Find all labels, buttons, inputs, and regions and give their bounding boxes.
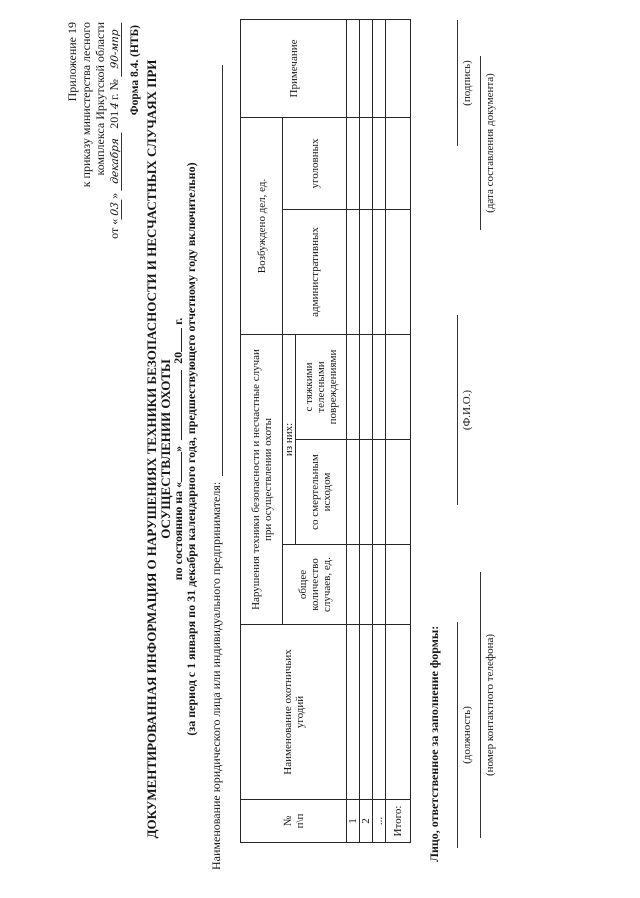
- table-cell: [386, 335, 411, 440]
- table-row: [373, 19, 386, 842]
- table-cell: [386, 19, 411, 117]
- col-header-criminal: [283, 117, 347, 209]
- order-year-prefix: 201: [107, 110, 121, 129]
- form-number: Форма 8.4. (НТБ): [129, 25, 141, 116]
- signature-line: [457, 20, 458, 146]
- table-cell: [360, 625, 373, 800]
- phone-caption: (номер контактного телефона): [484, 633, 496, 777]
- position-line: [457, 622, 458, 848]
- group-header-violations-line: Нарушения техники безопасности и несчастные случаи: [249, 349, 262, 610]
- table-row: [360, 19, 373, 842]
- row-label-cell: [373, 800, 386, 843]
- entity-name-blank: [210, 65, 223, 476]
- table-cell: [386, 625, 411, 800]
- table-cell: [373, 440, 386, 545]
- incidents-table: [240, 19, 411, 843]
- table-cell: [360, 117, 373, 209]
- col-header-fatal-line: исходом: [321, 472, 333, 512]
- position-caption: (должность): [461, 706, 473, 764]
- col-header-number-line: п\п: [293, 813, 306, 829]
- phone-field: [480, 572, 496, 838]
- total-label-cell: [386, 800, 411, 843]
- table-cell: [373, 210, 386, 335]
- order-year-digit-handwritten: 4: [109, 101, 121, 110]
- table-cell: [347, 210, 360, 335]
- table-cell: [360, 19, 373, 117]
- as-of-year-prefix: 20: [171, 351, 185, 364]
- signature-field: [457, 20, 473, 146]
- entity-name-label: Наименование юридического лица или индивидуального предпринимателя:: [209, 481, 223, 870]
- table-cell: [386, 545, 411, 625]
- signature-caption: (подпись): [461, 60, 473, 106]
- blank-day: [171, 452, 182, 482]
- responsible-person-label: Лицо, ответственное за заполнение формы:: [427, 625, 441, 862]
- as-of-prefix: по состоянию на «: [171, 481, 185, 581]
- table-row: [347, 19, 360, 842]
- table-header-row: [241, 19, 283, 842]
- as-of-suffix: г.: [171, 317, 185, 325]
- reporting-period: (за период с 1 января по 31 декабря календарного года, предшествующего отчетному году включительно): [184, 162, 198, 736]
- full-name-field: [457, 315, 473, 505]
- table-cell: [347, 625, 360, 800]
- row-label-cell: [360, 800, 373, 843]
- table-cell: [347, 335, 360, 440]
- as-of-quote: »: [171, 445, 185, 452]
- table-cell: [360, 210, 373, 335]
- table-cell: [347, 117, 360, 209]
- total-label: Итого:: [392, 805, 404, 837]
- order-month-handwritten: декабря: [109, 131, 122, 190]
- order-number-handwritten: 90-мпр: [109, 21, 122, 76]
- table-cell: [373, 625, 386, 800]
- table-cell: [386, 210, 411, 335]
- col-header-criminal-text: уголовных: [308, 138, 321, 189]
- table-cell: [373, 545, 386, 625]
- order-line-1: к приказу министерства лесного: [79, 22, 93, 188]
- full-name-line: [457, 315, 458, 505]
- table-cell: [373, 117, 386, 209]
- blank-year: [171, 328, 182, 352]
- col-header-number-line: №: [281, 815, 294, 827]
- col-header-administrative-text: административных: [308, 227, 321, 317]
- table-total-row: [386, 19, 411, 842]
- subgroup-header-of-which-text: из них:: [283, 422, 295, 457]
- phone-line: [480, 572, 481, 838]
- row-label-cell: [347, 800, 360, 843]
- document-date-caption: (дата составления документа): [484, 73, 496, 213]
- group-header-violations-line: при осуществлении охоты: [261, 417, 274, 542]
- table-cell: [360, 440, 373, 545]
- col-header-total-cases-line: количество: [308, 558, 321, 611]
- as-of-date-line: [171, 0, 185, 898]
- appendix-label: Приложение 19: [65, 22, 79, 102]
- col-header-fatal-line: со смертельным: [309, 454, 321, 530]
- group-header-cases-initiated-text: Возбуждено дел, ед.: [255, 178, 268, 274]
- order-day-handwritten: 03: [109, 198, 122, 219]
- subgroup-header-of-which: [283, 335, 296, 545]
- col-header-fatal: [296, 440, 347, 545]
- document-title-line-2: ОСУЩЕСТВЛЕНИИ ОХОТЫ: [158, 359, 173, 539]
- col-header-total-cases-line: общее: [296, 569, 309, 600]
- order-date-quote: »: [107, 192, 121, 199]
- table-cell: [373, 19, 386, 117]
- col-header-total-cases: [283, 545, 347, 625]
- position-field: [457, 622, 473, 848]
- col-header-hunting-grounds-line: угодий: [293, 695, 306, 729]
- table-cell: [386, 117, 411, 209]
- full-name-caption: (Ф.И.О.): [461, 389, 473, 431]
- blank-month: [171, 370, 182, 440]
- col-header-hunting-grounds: [241, 625, 347, 800]
- group-header-cases-initiated: [241, 117, 283, 334]
- table-cell: [373, 335, 386, 440]
- order-line-2: комплекса Иркутской области: [93, 22, 107, 176]
- col-header-administrative: [283, 210, 347, 335]
- row-label: 1: [347, 818, 359, 824]
- col-header-hunting-grounds-line: Наименование охотничьих: [281, 649, 294, 775]
- col-header-notes-text: Примечание: [287, 39, 300, 98]
- order-date-prefix: от «: [107, 218, 121, 239]
- row-label: ...: [373, 816, 385, 826]
- document-date-field: [480, 56, 496, 230]
- col-header-total-cases-line: случаев, ед.: [320, 557, 333, 612]
- col-header-serious-injury-line: телесными: [315, 361, 327, 413]
- row-label: 2: [360, 818, 372, 824]
- entity-name-row: [209, 65, 223, 870]
- table-cell: [347, 545, 360, 625]
- table-cell: [360, 545, 373, 625]
- col-header-notes: [241, 19, 347, 117]
- document-title-line-1: ДОКУМЕНТИРОВАННАЯ ИНФОРМАЦИЯ О НАРУШЕНИЯХ ТЕХНИКИ БЕЗОПАСНОСТИ И НЕСЧАСТНЫХ СЛУЧАЯХ ПРИ: [144, 59, 159, 839]
- col-header-serious-injury-line: повреждениями: [327, 349, 339, 425]
- order-date-line: [107, 22, 122, 239]
- group-header-violations: [241, 335, 283, 625]
- document-date-line: [480, 56, 481, 230]
- table-cell: [360, 335, 373, 440]
- table-cell: [386, 440, 411, 545]
- order-number-label: г. №: [107, 79, 121, 101]
- table-cell: [347, 440, 360, 545]
- col-header-number: [241, 800, 347, 843]
- table-cell: [347, 19, 360, 117]
- col-header-serious-injury: [296, 335, 347, 440]
- col-header-serious-injury-line: с тяжкими: [303, 362, 315, 412]
